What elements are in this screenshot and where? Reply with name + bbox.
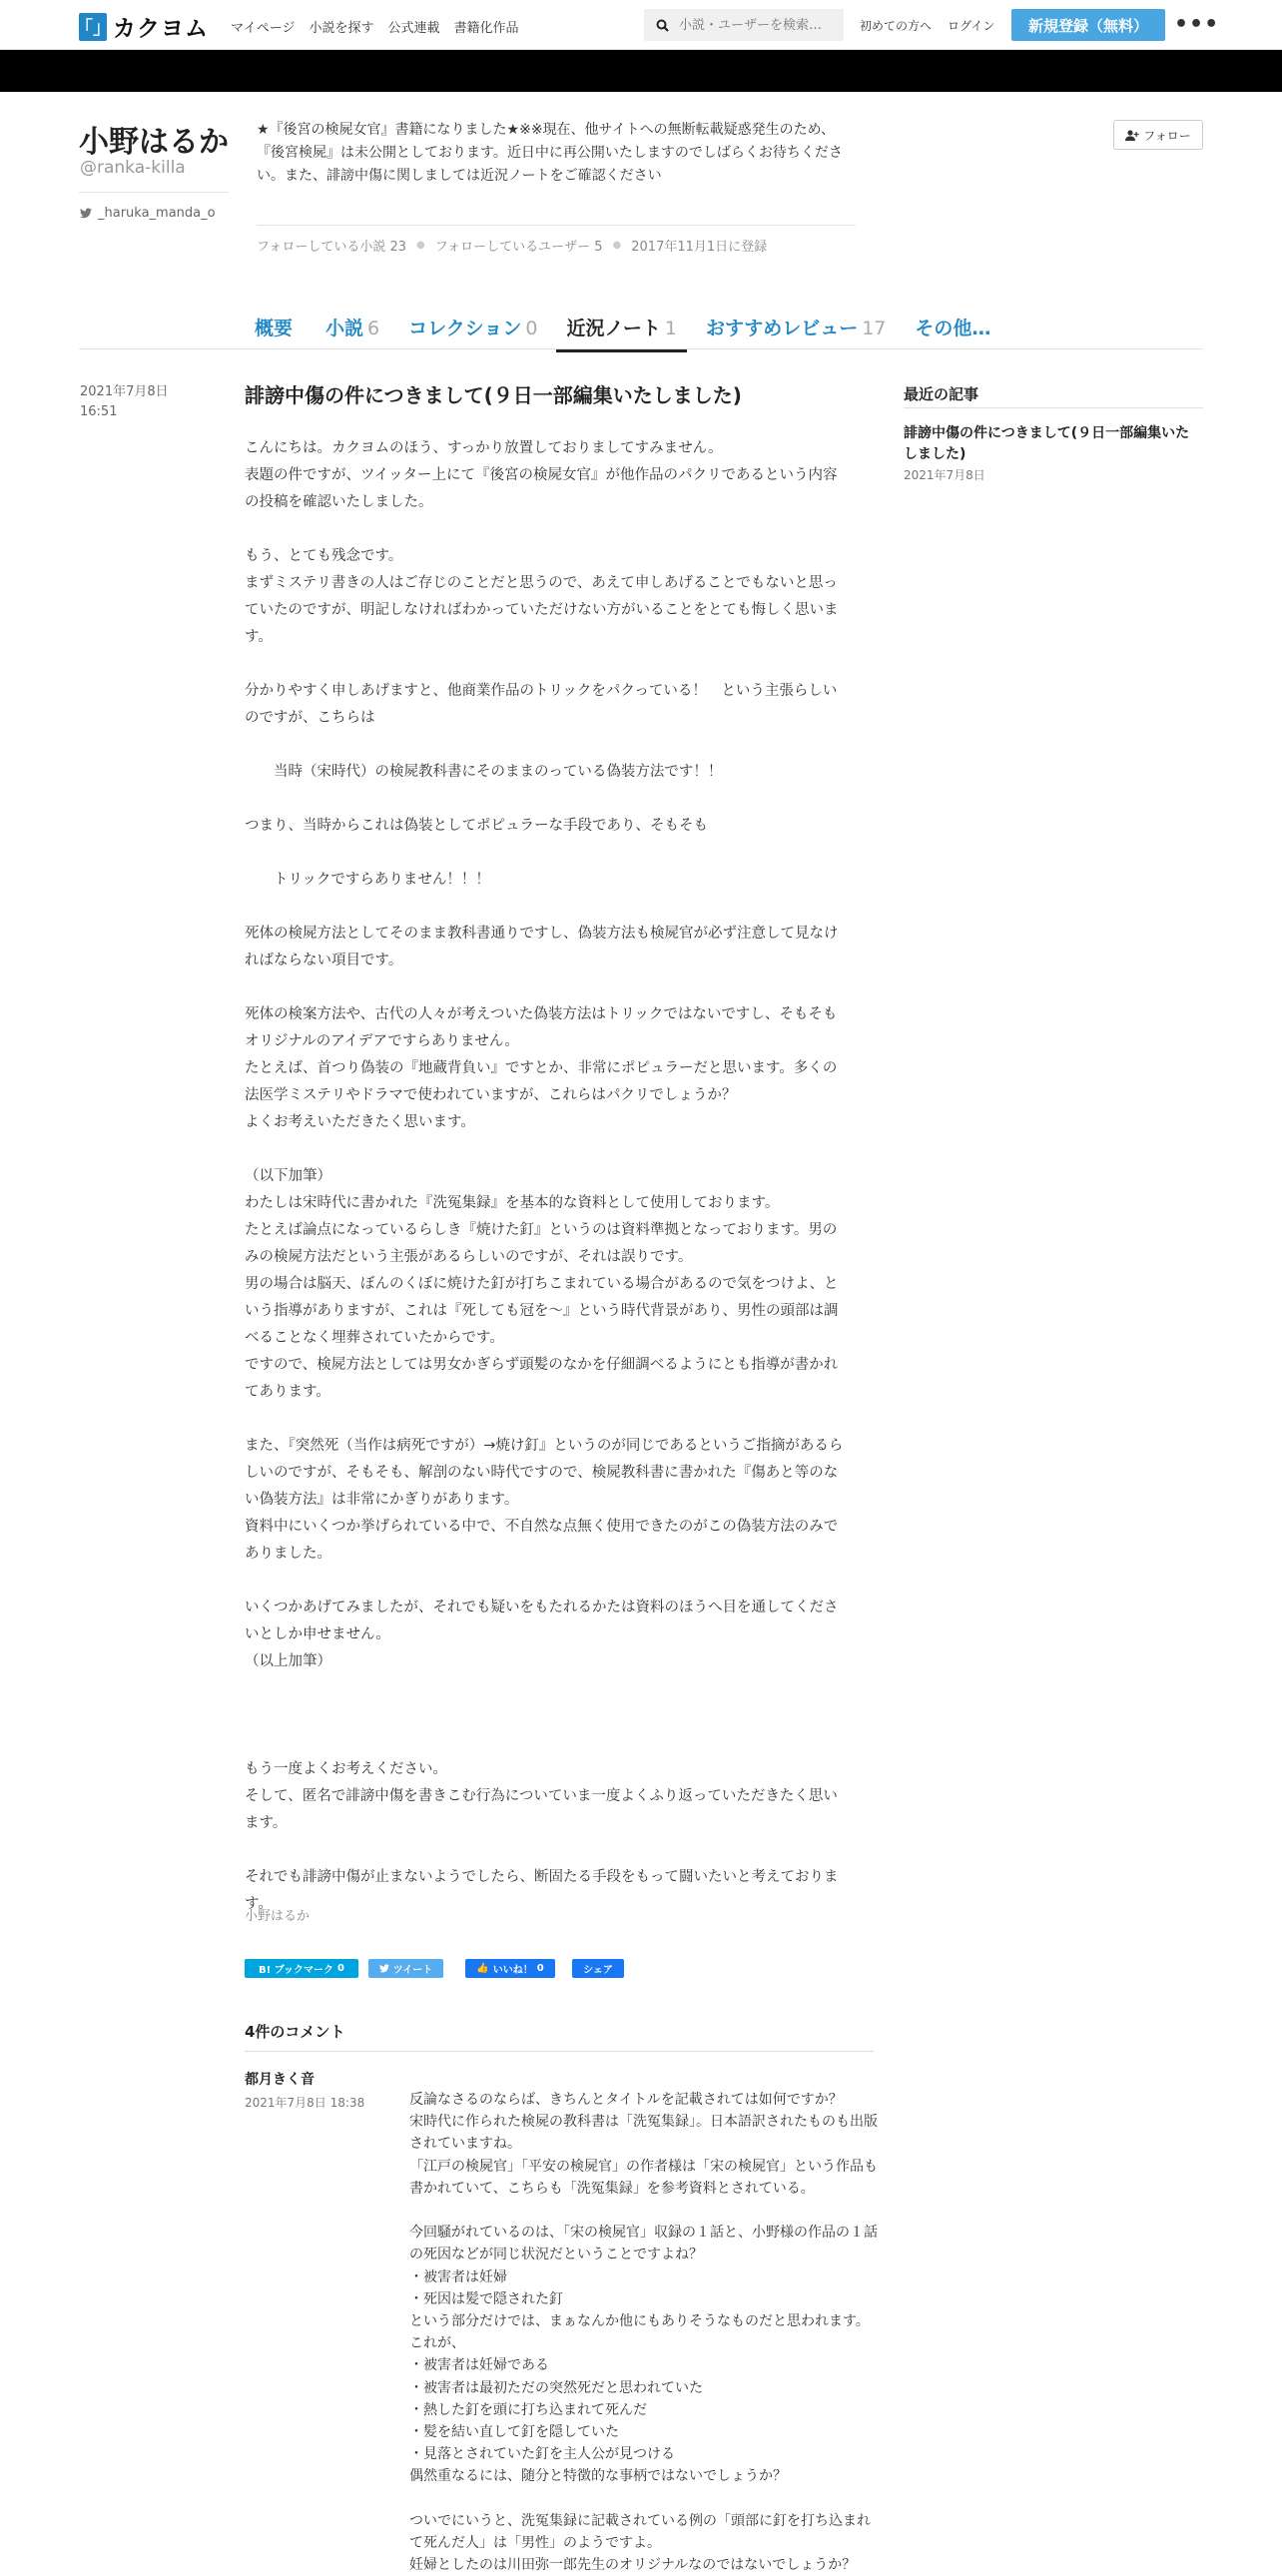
comment-date: 2021年7月8日 18:38 (245, 2096, 365, 2110)
recent-post-link[interactable]: 誹謗中傷の件につきまして(９日一部編集いたしました) (904, 425, 1190, 462)
article-author[interactable]: 小野はるか (245, 1909, 311, 1924)
twitter-icon (379, 1964, 389, 1973)
like-count: 0 (536, 1963, 544, 1974)
registered-date: 2017年11月1日に登録 (631, 240, 768, 255)
separator-dot: ● (416, 240, 425, 251)
divider (79, 192, 229, 193)
comment-body: 反論なさるのならば、きちんとタイトルを記載されては如何ですか？ 宋時代に作られた検屍の教科書は「洗冤集録」。日本語訳されたものも出版されていますね。 「江戸の検屍官」「平安の検屍官」の作者様は「宋の検屍官」という作品も書かれていて、こちらも「洗冤集録」を参考資料とされている。 今回騒がれているのは、「宋の検屍官」収録の１話と、小野様の作品の１話の死因などが同じ状況だということですよね？ ・被害者は妊婦 ・死因は髪で隠された釘 という部分だけでは、まぁなんか他にもありそうなものだと思われます。 これが、 ・被害者は妊婦である ・被害者は最初ただの突然死だと思われていた ・熱した釘を頭に打ち込まれて死んだ ・髪を結い直して釘を隠していた ・見落とされていた釘を主人公が見つける 偶然重なるには、随分と特徴的な事柄ではないでしょうか？ ついでにいうと、洗冤集録に記載されている例の「頭部に釘を打ち込まれて死んだ人」は「男性」のようですよ。 妊婦としたのは川田弥一郎先生のオリジナルなのではないでしょうか？ (409, 2092, 878, 2574)
hatena-count: 0 (337, 1963, 344, 1974)
recent-posts-heading: 最近の記事 (904, 385, 979, 403)
profile-banner (0, 50, 1282, 92)
article-title: 誹謗中傷の件につきまして(９日一部編集いたしました) (245, 383, 742, 407)
following-users[interactable]: フォローしているユーザー 5 (434, 240, 603, 255)
logo-mark-icon: 「」 (79, 13, 107, 41)
user-handle: @ranka-killa (80, 158, 186, 178)
divider (245, 2051, 874, 2052)
user-name: 小野はるか (79, 125, 229, 160)
tab-recommended-reviews[interactable]: おすすめレビュー 17 (706, 318, 887, 339)
facebook-share-button[interactable]: シェア (572, 1959, 624, 1978)
tab-more[interactable]: その他… (915, 318, 991, 339)
comments-heading: 4件のコメント (245, 2023, 345, 2041)
nav-published-works[interactable]: 書籍化作品 (453, 21, 519, 36)
nav-official-series[interactable]: 公式連載 (387, 21, 440, 36)
more-menu-icon[interactable]: ••• (1174, 12, 1220, 37)
article-date: 2021年7月8日 (80, 384, 169, 399)
first-time-link[interactable]: 初めての方へ (860, 19, 933, 33)
following-novels[interactable]: フォローしている小説 23 (257, 240, 407, 255)
twitter-link[interactable] (80, 206, 216, 221)
tweet-button[interactable] (368, 1959, 443, 1978)
facebook-like-button[interactable] (465, 1959, 555, 1978)
recent-post-date: 2021年7月8日 (904, 468, 985, 482)
search-icon (656, 19, 669, 32)
profile-tabs (245, 314, 1013, 352)
article-datetime (80, 382, 169, 422)
follow-button[interactable] (1113, 120, 1203, 150)
hatena-bookmark-button[interactable] (245, 1959, 358, 1978)
tab-novels[interactable]: 小説 6 (325, 318, 380, 339)
logo-text: カクヨム (113, 16, 209, 42)
site-header (0, 0, 1282, 50)
hatena-label: B! ブックマーク (259, 1965, 333, 1976)
article-time: 16:51 (80, 404, 118, 419)
separator-dot: ● (612, 240, 622, 251)
article-body: こんにちは。カクヨムのほう、すっかり放置しておりましてすみません。 表題の件ですが、ツイッター上にて『後宮の検屍女官』が他作品のパクリであるという内容の投稿を確認いたしました。 もう、とても残念です。 まずミステリ書きの人はご存じのことだと思うので、あえて申しあげることでもないと思っていたのですが、明記しなければわかっていただけない方がいることをとても悔しく思います。 分かりやすく申しあげますと、他商業作品のトリックをパクっている！ という主張らしいのですが、こちらは 当時（宋時代）の検屍教科書にそのままのっている偽装方法です！！ つまり、当時からこれは偽装としてポピュラーな手段であり、そもそも トリックですらありません！！！ 死体の検屍方法としてそのまま教科書通りですし、偽装方法も検屍官が必ず注意して見なければならない項目です。 死体の検案方法や、古代の人々が考えついた偽装方法はトリックではないですし、そもそもオリジナルのアイデアですらありません。 たとえば、首つり偽装の『地蔵背負い』ですとか、非常にポピュラーだと思います。多くの法医学ミステリやドラマで使われていますが、これらはパクリでしょうか？ よくお考えいただきたく思います。 （以下加筆） わたしは宋時代に書かれた『洗冤集録』を基本的な資料として使用しております。 たとえば論点になっているらしき『焼けた釘』というのは資料準拠となっております。男のみの検屍方法だという主張があるらしいのですが、それは誤りです。 男の場合は脳天、ぼんのくぼに焼けた釘が打ちこまれている場合があるので気をつけよ、という指導がありますが、これは『死しても冠を～』という時代背景があり、男性の頭部は調べることなく埋葬されていたからです。 ですので、検屍方法としては男女かぎらず頭髪のなかを仔細調べるようにとも指導が書かれてあります。 また、『突然死（当作は病死ですが）→焼け釘』というのが同じであるというご指摘があるらしいのですが、そもそも、解剖のない時代ですので、検屍教科書に書かれた『傷あと等のない偽装方法』は非常にかぎりがあります。 資料中にいくつか挙げられている中で、不自然な点無く使用できたのがこの偽装方法のみでありました。 いくつかあげてみましたが、それでも疑いをもたれるかたは資料のほうへ目を通してくださいとしか申せません。 （以上加筆） もう一度よくお考えください。 そして、匿名で誹謗中傷を書きこむ行為についていま一度よくふり返っていただきたく思います。 それでも誹謗中傷が止まないようでしたら、断固たる手段をもって闘いたいと考えております。 (245, 440, 844, 1912)
divider (257, 225, 856, 226)
profile-description: ★『後宮の検屍女官』書籍になりました★※※現在、他サイトへの無断転載疑惑発生のため、『後宮検屍』は未公開としております。近日中に再公開いたしますのでしばらくお待ちください。また、誹謗中傷に関しましては近況ノートをご確認ください (257, 122, 843, 184)
tweet-label: ツイート (392, 1965, 433, 1976)
twitter-handle: _haruka_manda_o (98, 206, 216, 221)
profile-stats (257, 236, 767, 255)
search-box[interactable] (644, 9, 844, 41)
follow-label: フォロー (1143, 128, 1191, 143)
divider (79, 348, 1203, 349)
tab-overview[interactable]: 概要 (255, 318, 294, 339)
thumbs-up-icon: 👍 (476, 1963, 489, 1974)
nav-find-novels[interactable]: 小説を探す (309, 21, 374, 36)
twitter-icon (80, 208, 92, 219)
like-label: いいね！ (492, 1965, 533, 1976)
signup-button[interactable]: 新規登録（無料） (1011, 9, 1165, 41)
login-link[interactable]: ログイン (948, 19, 995, 33)
tab-news-notes[interactable]: 近況ノート 1 (556, 314, 687, 352)
search-input[interactable] (679, 18, 839, 33)
add-user-icon (1125, 130, 1139, 141)
comment-user[interactable]: 都月きく音 (245, 2072, 315, 2088)
global-nav (231, 17, 519, 36)
tab-collections[interactable]: コレクション 0 (408, 318, 538, 339)
nav-mypage[interactable]: マイページ (231, 21, 296, 36)
site-logo[interactable] (75, 10, 209, 43)
divider (904, 407, 1203, 408)
